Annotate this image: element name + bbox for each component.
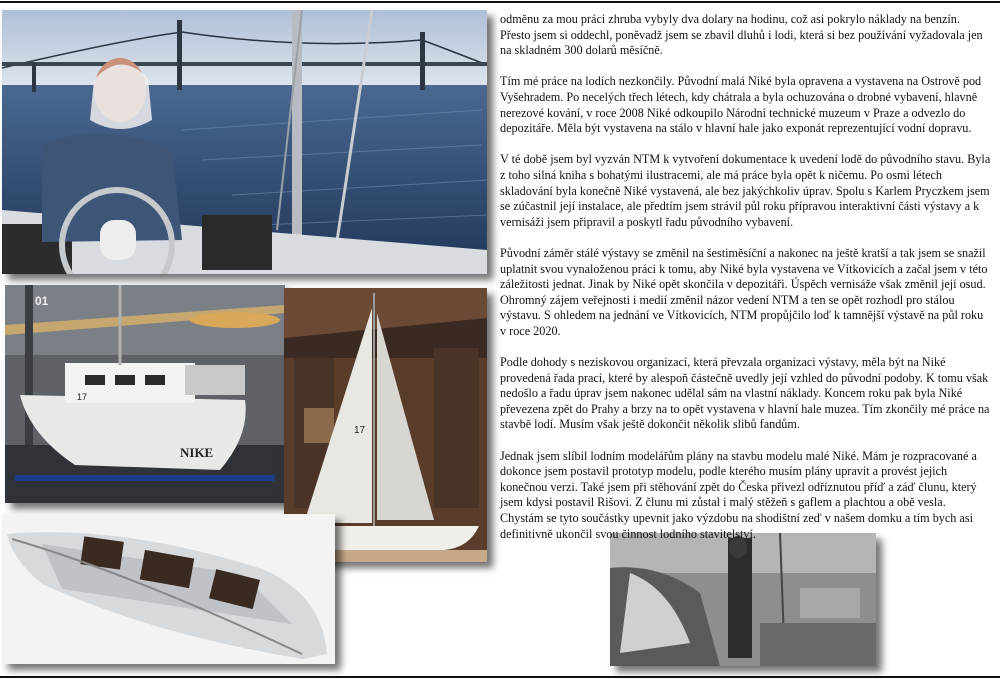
photo-sailor-at-helm <box>2 10 487 274</box>
bottom-rule <box>0 676 1000 678</box>
exhibit-tag: 01 <box>35 294 49 308</box>
paragraph-5: Podle dohody s neziskovou organizací, která převzala organizaci výstavy, měla být na Niké provedená řada prací, které by alespoň částečně uvedly její vzhled do původní podoby. K tomu však nedošlo a řadu úprav jsem nakonec udělal sám na vlastní náklady. Koncem roku pak byla Niké převezena zpět do Prahy a brzy na to opět vystavena v hlavní hale muzea. Tím zkončily mé práce na stavbě lodí. Musím však ještě dokončit několik slibů fandům. <box>500 355 990 432</box>
paragraph-4: Původní záměr stálé výstavy se změnil na šestiměsíční a nakonec na ještě kratší a tak jsem se snažil uplatnit svou vynaloženou práci k tomu, aby Niké byla vystavena ve Vítkovicích a začal jsem v této záležitosti jednat. Jinak by Niké opět skončila v depozitáři. Úspěch vernisáže však změnil její osud. Ohromný zájem veřejnosti i medií změnil názor vedení NTM a ten se opět rozhodl pro stálou výstavu. S ohledem na jednání ve Vítkovicích, NTM propůjčilo loď k tamnější výstavě na půl roku v roce 2020. <box>500 245 988 338</box>
paragraph-2: Tím mé práce na lodích nezkončily. Původní malá Niké byla opravena a vystavena na Ostrově pod Vyšehradem. Po necelých třech létech, kdy chátrala a byla ochuzována o drobné vybavení, hlavně nerezové kování, v roce 2008 Niké odkoupilo Národní technické muzeum v Praze a odvezlo do depozitáře. Měla být vystavena na stálo v hlavní hale jako exponát reprezentující vodní dopravu. <box>500 74 982 136</box>
photo-hull-model <box>2 514 335 664</box>
top-rule <box>0 1 1000 3</box>
paragraph-1: odměnu za mou práci zhruba vybyly dva dolary na hodinu, což asi pokrylo náklady na benzín. Přesto jsem si oddechl, poněvadž jsem se zbavil dluhů i lodi, která si bez používání vyžadovala jen na skladném 300 dolarů měsíčně. <box>500 12 983 58</box>
paragraph-3: V té době jsem byl vyzván NTM k vytvoření dokumentace k uvedení lodě do původního stavu. Byla z toho silná kniha s bohatými ilustracemi, ale má práce byla opět k ničemu. Po osmi létech skladování byla konečně Niké vystavená, ale bez jakýchkoliv úprav. Spolu s Karlem Pryczkem jsem se zúčastnil její instalace, ale předtím jsem strávil půl roku přípravou interaktivní části výstavy a k vernisáži jsem připravil a poskytl řadu původního vybavení. <box>500 152 991 229</box>
photo-nike-exhibit <box>5 285 285 503</box>
exhibit-hull-number: 17 <box>77 392 88 402</box>
sail-number: 17 <box>354 425 366 436</box>
paragraph-6: Jednak jsem slíbil lodním modelářům plány na stavbu modelu malé Niké. Mám je rozpracované a dokonce jsem postavil prototyp modelu, podle kterého musím plány upravit a provést jejich konečnou verzi. Také jsem při stěhování zpět do Česka přivezl odříznutou příď a záď člunu, který jsem kdysi postavil Rišovi. Z člunu mi zůstal i malý stěžeň s gaflem a plachtou a obě vesla. Chystám se tyto součástky upevnit jako výzdobu na shodištní zeď v našem domku a tím bych asi definitivně ukončil svou činnost lodního stavitelství. <box>500 448 977 541</box>
exhibit-hull-name: NIKE <box>180 445 214 460</box>
article-text <box>500 12 992 558</box>
